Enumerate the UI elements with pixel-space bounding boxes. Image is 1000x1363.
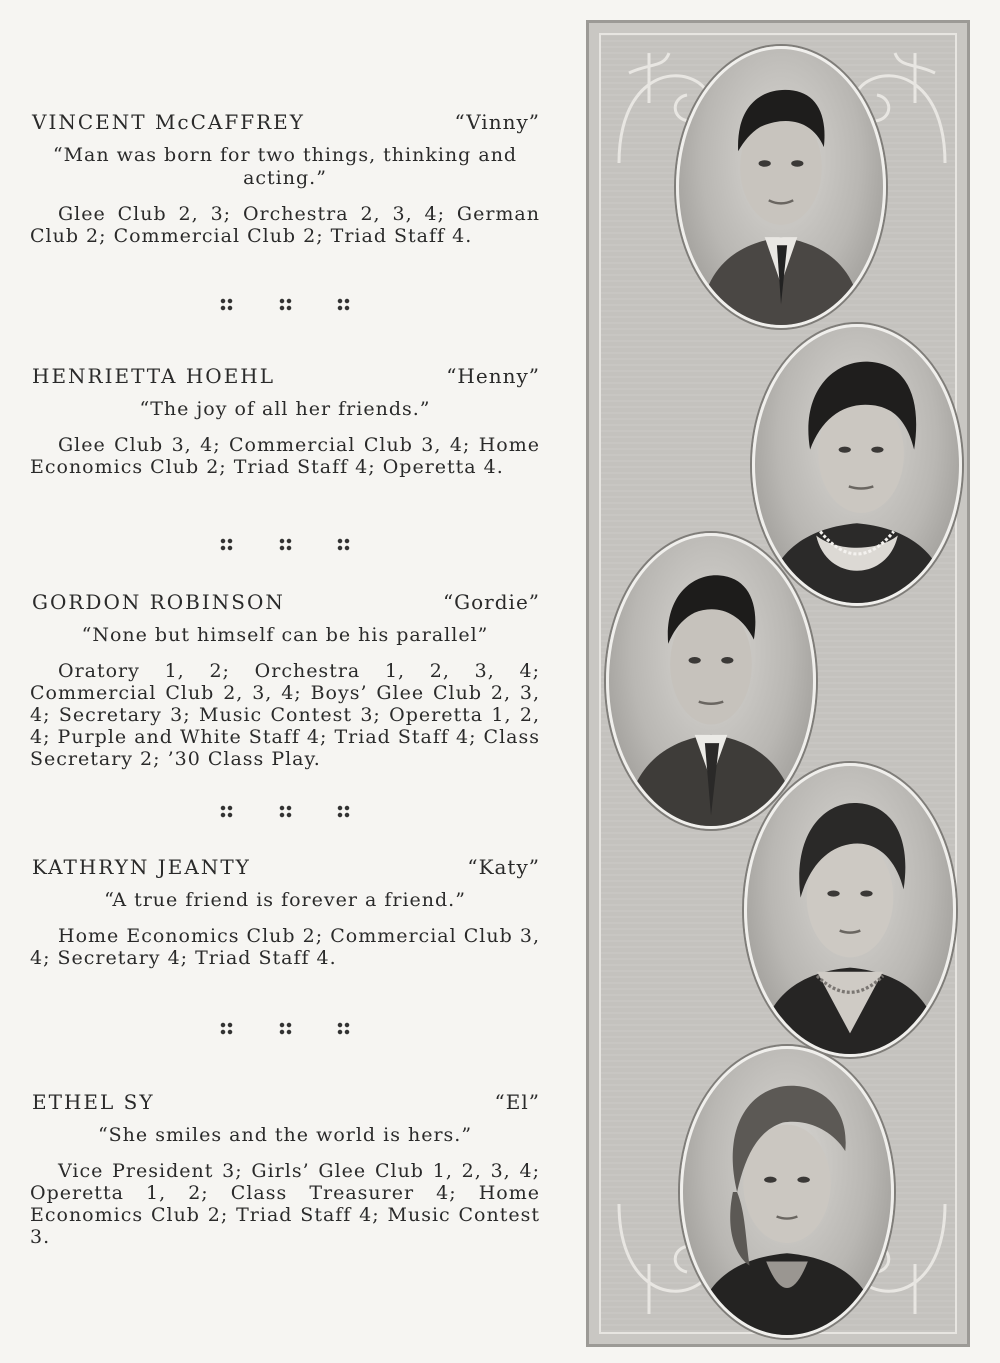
student-nickname: “Henny” [446, 364, 540, 388]
ornament-dot [337, 805, 350, 818]
student-quote: “None but himself can be his parallel” [81, 624, 489, 646]
student-quote: “The joy of all her friends.” [139, 398, 431, 420]
portrait-sy-photo [680, 1046, 894, 1338]
portrait-hoehl-photo [752, 324, 962, 606]
ornament-dot [220, 805, 233, 818]
separator-ornament [220, 298, 350, 314]
student-entry-jeanty [30, 855, 540, 969]
entry-header [30, 364, 540, 392]
student-quote: “She smiles and the world is hers.” [97, 1124, 473, 1146]
student-activities: Vice President 3; Girls’ Glee Club 1, 2, 3, 4; Operetta 1, 2; Class Treasurer 4; Home Economics Club 2; Triad Staff 4; Music Contest 3. [30, 1160, 540, 1248]
ornament-dot [220, 1022, 233, 1035]
entry-header [30, 855, 540, 883]
ornament-dot [220, 298, 233, 311]
entry-header [30, 590, 540, 618]
ornament-dot [337, 298, 350, 311]
student-entry-mccaffrey [30, 110, 540, 247]
student-quote: “A true friend is forever a friend.” [104, 889, 466, 911]
ornament-dot [337, 1022, 350, 1035]
student-name: VINCENT McCAFFREY [32, 110, 305, 134]
student-activities: Glee Club 3, 4; Commercial Club 3, 4; Home Economics Club 2; Triad Staff 4; Operetta 4. [30, 434, 540, 478]
ornament-dot [279, 298, 292, 311]
portrait-jeanty-photo [744, 763, 956, 1057]
student-activities: Glee Club 2, 3; Orchestra 2, 3, 4; German Club 2; Commercial Club 2; Triad Staff 4. [30, 203, 540, 247]
ornament-dot [279, 805, 292, 818]
entry-header [30, 1090, 540, 1118]
student-entry-hoehl [30, 364, 540, 478]
student-quote: “Man was born for two things, thinking and acting.” [52, 144, 518, 189]
ornament-dot [220, 538, 233, 551]
student-name: HENRIETTA HOEHL [32, 364, 276, 388]
separator-ornament [220, 1022, 350, 1038]
portrait-mccaffrey-photo [676, 46, 886, 328]
student-activities: Home Economics Club 2; Commercial Club 3, 4; Secretary 4; Triad Staff 4. [30, 925, 540, 969]
student-name: ETHEL SY [32, 1090, 155, 1114]
student-name: KATHRYN JEANTY [32, 855, 251, 879]
student-nickname: “Vinny” [454, 110, 540, 134]
portrait-robinson-photo [606, 533, 816, 829]
student-entry-robinson [30, 590, 540, 770]
student-nickname: “El” [494, 1090, 540, 1114]
separator-ornament [220, 538, 350, 554]
ornament-dot [279, 1022, 292, 1035]
student-nickname: “Gordie” [442, 590, 540, 614]
student-nickname: “Katy” [467, 855, 540, 879]
student-activities: Oratory 1, 2; Orchestra 1, 2, 3, 4; Commercial Club 2, 3, 4; Boys’ Glee Club 2, 3, 4; Secretary 3; Music Contest 3; Operetta 1, 2, 4; Purple and White Staff 4; Triad Staff 4; Class Secretary 2; ’30 Class Play. [30, 660, 540, 770]
separator-ornament [220, 805, 350, 821]
ornament-dot [279, 538, 292, 551]
entry-header [30, 110, 540, 138]
student-entry-sy [30, 1090, 540, 1248]
student-name: GORDON ROBINSON [32, 590, 285, 614]
ornament-dot [337, 538, 350, 551]
